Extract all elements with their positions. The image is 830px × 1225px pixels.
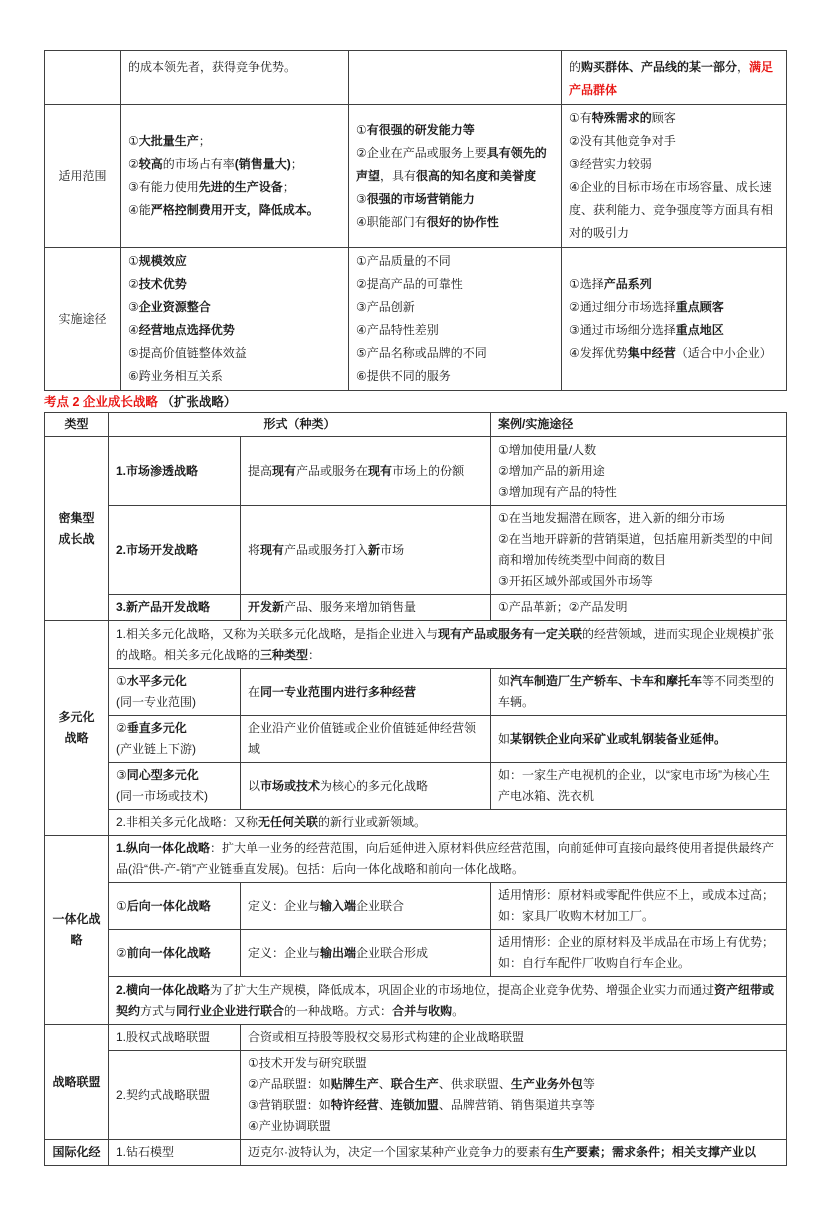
g3-r1-case: 适用情形：原材料或零配件供应不上，或成本过高； 如：家具厂收购木材加工厂。 <box>491 883 787 930</box>
g1-r2-desc: 将现有产品或服务打入新市场 <box>241 506 491 595</box>
group-label-intensive: 密集型 成长战 <box>45 437 109 621</box>
g1-r3-case: ①产品革新；②产品发明 <box>491 595 787 621</box>
t1-implement-differentiation-cell: ①产品质量的不同 ②提高产品的可靠性 ③产品创新 ④产品特性差别 ⑤产品名称或品牌的不同 ⑥提供不同的服务 <box>349 248 562 391</box>
t1-scope-costleader-cell: ①大批量生产； ②较高的市场占有率(销售量大)； ③有能力使用先进的生产设备； ④能严格控制费用开支，降低成本。 <box>121 105 349 248</box>
table-row <box>45 977 787 1025</box>
table-header-row <box>45 413 787 437</box>
t1-scope-label: 适用范围 <box>45 105 121 248</box>
g5-r1-desc: 迈克尔·波特认为，决定一个国家某种产业竞争力的要素有生产要素；需求条件；相关支撑产业以 <box>241 1140 787 1166</box>
table-row <box>45 437 787 506</box>
competitive-strategy-table <box>44 50 787 391</box>
table-row <box>45 1140 787 1166</box>
g2-r3-case: 如：一家生产电视机的企业，以“家电市场”为核心生产电冰箱、洗衣机 <box>491 763 787 810</box>
g2-r2-desc: 企业沿产业价值链或企业价值链延伸经营领域 <box>241 716 491 763</box>
table-row <box>45 669 787 716</box>
t1-implement-costleader-cell: ①规模效应 ②技术优势 ③企业资源整合 ④经营地点选择优势 ⑤提高价值链整体效益 ⑥跨业务相互关系 <box>121 248 349 391</box>
t1-scope-focus-cell: ①有特殊需求的顾客 ②没有其他竞争对手 ③经营实力较弱 ④企业的目标市场在市场容量、成长速度、获利能力、竞争强度等方面具有相对的吸引力 <box>562 105 787 248</box>
table-row <box>45 810 787 836</box>
g2-intro: 1.相关多元化战略，又称为关联多元化战略，是指企业进入与现有产品或服务有一定关联的经营领域，进而实现企业规模扩张的战略。相关多元化战略的三种类型： <box>109 621 787 669</box>
col-header-form: 形式（种类） <box>109 413 491 437</box>
g2-r2-name: ②垂直多元化 (产业链上下游) <box>109 716 241 763</box>
table-row <box>45 621 787 669</box>
g3-r2-name: ②前向一体化战略 <box>109 930 241 977</box>
g3-r2-case: 适用情形：企业的原材料及半成品在市场上有优势； 如：自行车配件厂收购自行车企业。 <box>491 930 787 977</box>
col-header-type: 类型 <box>45 413 109 437</box>
table-row <box>45 595 787 621</box>
table-row <box>45 836 787 883</box>
g1-r3-name: 3.新产品开发战略 <box>109 595 241 621</box>
g3-r2-desc: 定义：企业与输出端企业联合形成 <box>241 930 491 977</box>
g3-r1-desc: 定义：企业与输入端企业联合 <box>241 883 491 930</box>
table-row <box>45 1025 787 1051</box>
g1-r1-desc: 提高现有产品或服务在现有市场上的份额 <box>241 437 491 506</box>
g3-intro: 1.纵向一体化战略：扩大单一业务的经营范围，向后延伸进入原材料供应经营范围，向前延伸可直接向最终使用者提供最终产品(沿“供-产-销”产业链垂直发展)。包括：后向一体化战略和前向一体化战略。 <box>109 836 787 883</box>
table-row <box>45 105 787 248</box>
table-row <box>45 763 787 810</box>
notes-page <box>0 50 830 1225</box>
table-row <box>45 930 787 977</box>
g3-r1-name: ①后向一体化战略 <box>109 883 241 930</box>
group-label-alliance: 战略联盟 <box>45 1025 109 1140</box>
g4-r1-name: 1.股权式战略联盟 <box>109 1025 241 1051</box>
g2-note-unrelated: 2.非相关多元化战略：又称无任何关联的新行业或新领域。 <box>109 810 787 836</box>
g2-r1-name: ①水平多元化 (同一专业范围) <box>109 669 241 716</box>
section-heading-suffix: （扩张战略） <box>161 395 237 409</box>
g3-note-horizontal: 2.横向一体化战略为了扩大生产规模，降低成本，巩固企业的市场地位，提高企业竞争优势、增强企业实力而通过资产纽带或契约方式与同行业企业进行联合的一种战略。方式：合并与收购。 <box>109 977 787 1025</box>
g1-r1-case: ①增加使用量/人数 ②增加产品的新用途 ③增加现有产品的特性 <box>491 437 787 506</box>
t1-scope-differentiation-cell: ①有很强的研发能力等 ②企业在产品或服务上要具有领先的声望，具有很高的知名度和美誉度 ③很强的市场营销能力 ④职能部门有很好的协作性 <box>349 105 562 248</box>
table-row <box>45 716 787 763</box>
t1-r0-empty-cell <box>349 51 562 105</box>
g2-r1-desc: 在同一专业范围内进行多种经营 <box>241 669 491 716</box>
col-header-case: 案例/实施途径 <box>491 413 787 437</box>
t1-r0-label-cell <box>45 51 121 105</box>
g1-r2-case: ①在当地发掘潜在顾客，进入新的细分市场 ②在当地开辟新的营销渠道，包括雇用新类型的中间商和增加传统类型中间商的数目 ③开拓区域外部或国外市场等 <box>491 506 787 595</box>
g1-r3-desc: 开发新产品、服务来增加销售量 <box>241 595 491 621</box>
g2-r3-name: ③同心型多元化 (同一市场或技术) <box>109 763 241 810</box>
section-heading <box>44 395 830 409</box>
growth-strategy-table <box>44 412 787 1166</box>
t1-implement-label: 实施途径 <box>45 248 121 391</box>
g4-r2-name: 2.契约式战略联盟 <box>109 1051 241 1140</box>
section-heading-red: 考点 2 企业成长战略 <box>44 395 158 409</box>
g4-r1-desc: 合资或相互持股等股权交易形式构建的企业战略联盟 <box>241 1025 787 1051</box>
g2-r3-desc: 以市场或技术为核心的多元化战略 <box>241 763 491 810</box>
g2-r1-case: 如汽车制造厂生产轿车、卡车和摩托车等不同类型的车辆。 <box>491 669 787 716</box>
t1-implement-focus-cell: ①选择产品系列 ②通过细分市场选择重点顾客 ③通过市场细分选择重点地区 ④发挥优势集中经营（适合中小企业） <box>562 248 787 391</box>
g1-r1-name: 1.市场渗透战略 <box>109 437 241 506</box>
g5-r1-name: 1.钻石模型 <box>109 1140 241 1166</box>
t1-r0-cost-leader-text: 的成本领先者，获得竞争优势。 <box>121 51 349 105</box>
t1-r0-focus-text: 的购买群体、产品线的某一部分，满足产品群体 <box>562 51 787 105</box>
table-row <box>45 51 787 105</box>
table-row <box>45 506 787 595</box>
g2-r2-case: 如某钢铁企业向采矿业或轧钢装备业延伸。 <box>491 716 787 763</box>
g1-r2-name: 2.市场开发战略 <box>109 506 241 595</box>
table-row <box>45 248 787 391</box>
group-label-international: 国际化经 <box>45 1140 109 1166</box>
group-label-diversification: 多元化 战略 <box>45 621 109 836</box>
g4-r2-desc: ①技术开发与研究联盟 ②产品联盟：如贴牌生产、联合生产、供求联盟、生产业务外包等 ③营销联盟：如特许经营、连锁加盟、品牌营销、销售渠道共享等 ④产业协调联盟 <box>241 1051 787 1140</box>
table-row <box>45 1051 787 1140</box>
group-label-integration: 一体化战 略 <box>45 836 109 1025</box>
table-row <box>45 883 787 930</box>
